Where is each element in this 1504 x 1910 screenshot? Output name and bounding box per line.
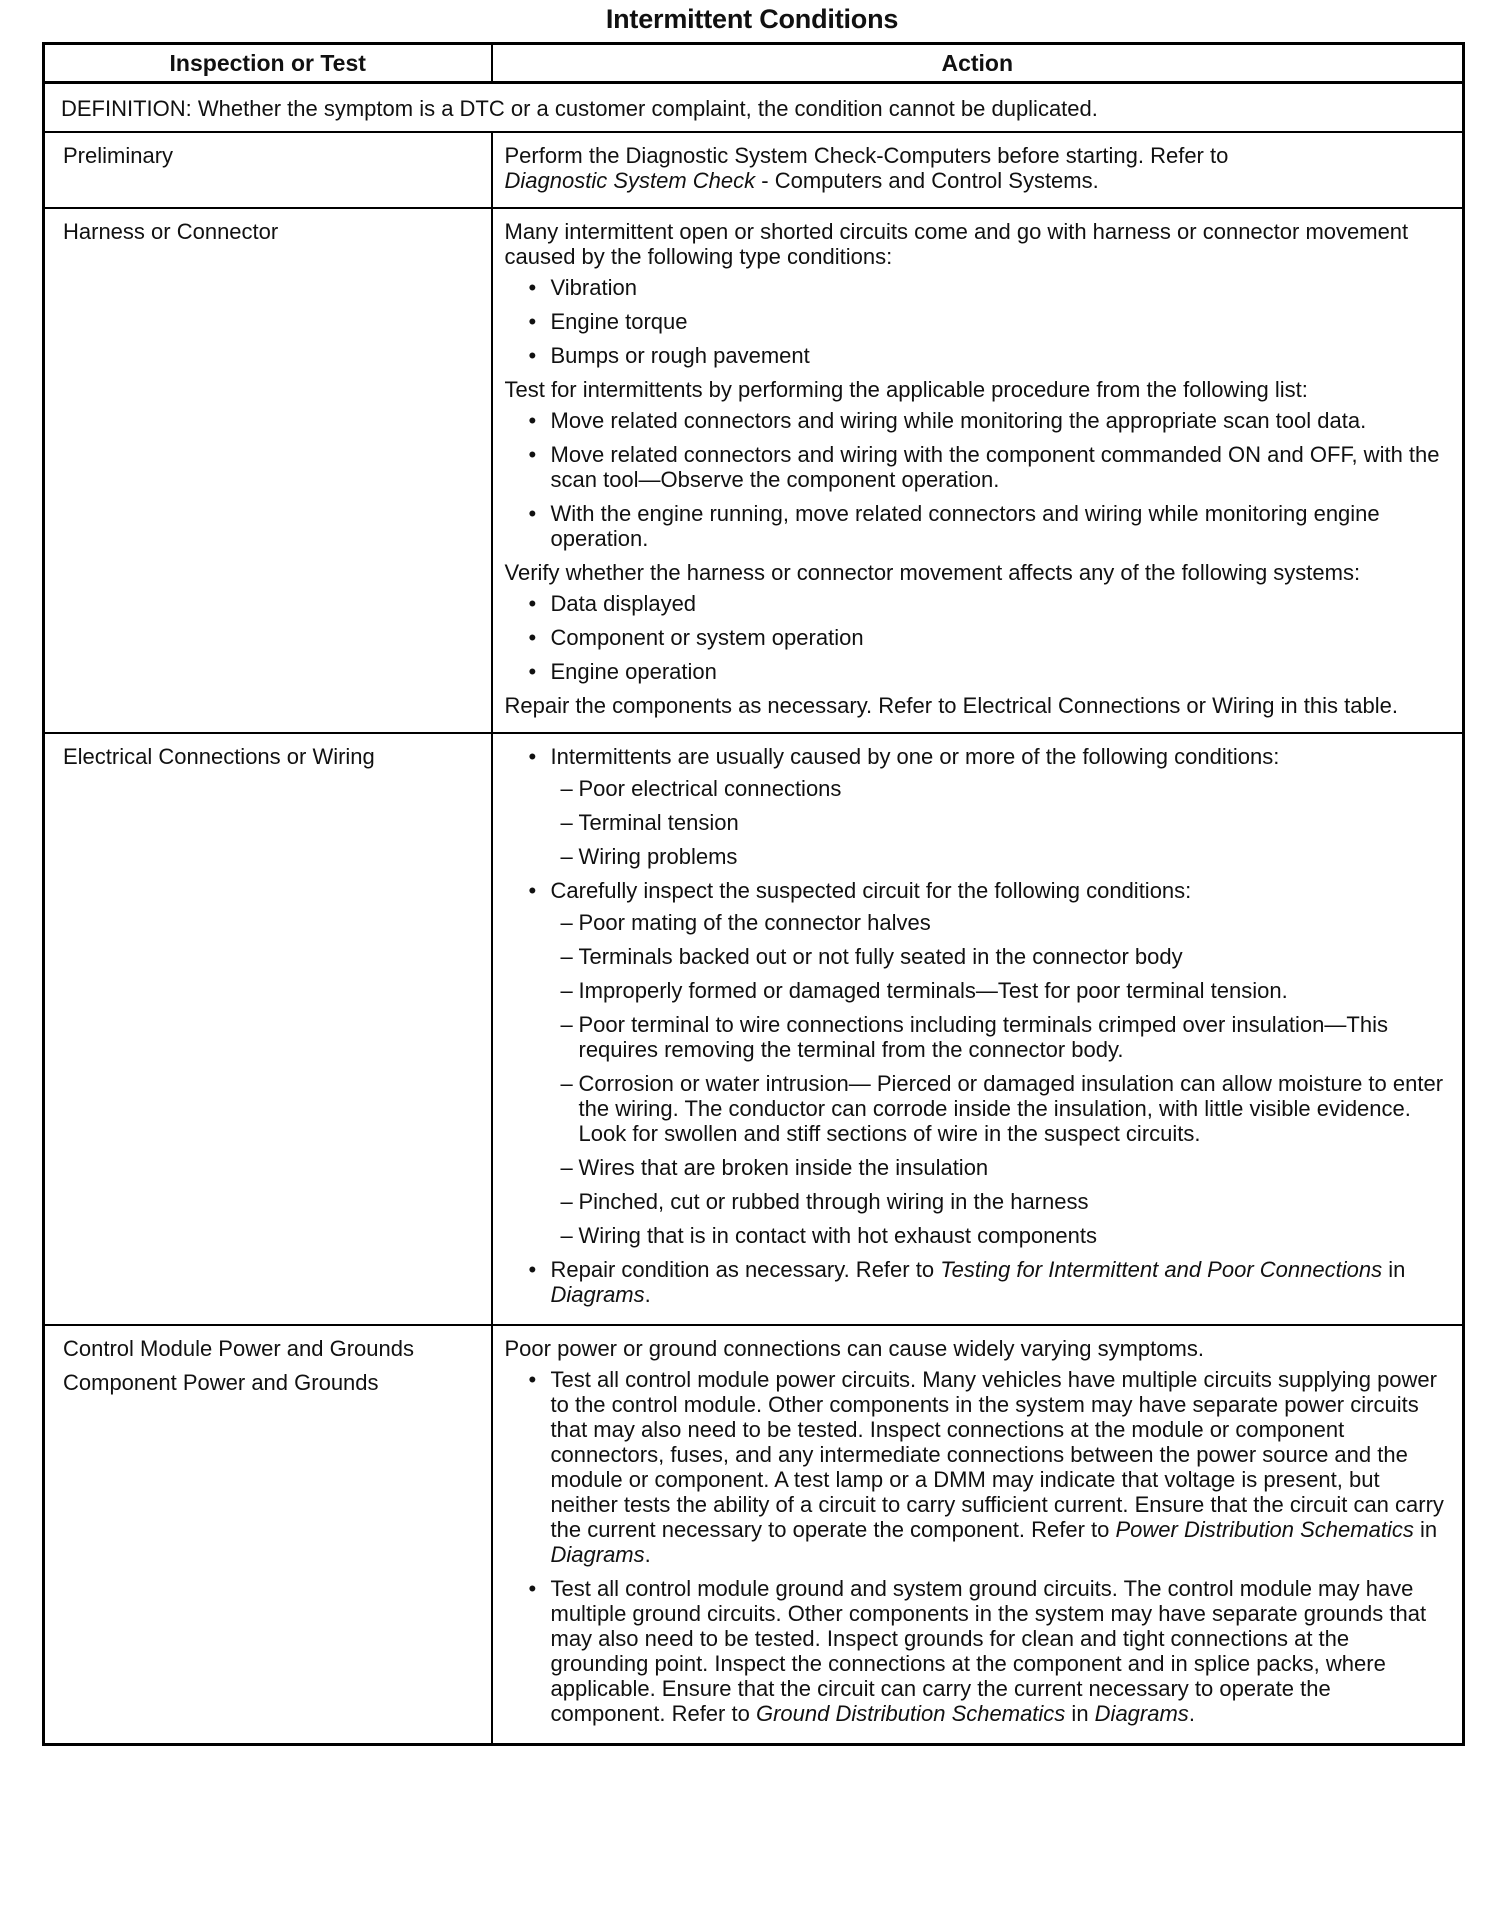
action-cell (492, 733, 1464, 1325)
sub-list-item: – Poor terminal to wire connections including terminals crimped over insulation—This requires removing the terminal from the connector body. (561, 1012, 1451, 1062)
repair-text: Repair the components as necessary. Refer to Electrical Connections or Wiring in this table. (504, 693, 1398, 718)
sub-list-item: – Terminal tension (561, 810, 1451, 835)
action-cell (492, 1325, 1464, 1745)
definition-row (44, 83, 1464, 133)
action-bullets (505, 744, 1451, 1307)
list-item: • Bumps or rough pavement (529, 343, 1451, 368)
reference-link: Power Distribution Schematics (1115, 1517, 1414, 1542)
list-item: • With the engine running, move related connectors and wiring while monitoring engine operation. (529, 501, 1451, 551)
inspection-label: Component Power and Grounds (63, 1370, 379, 1395)
list-item: • Move related connectors and wiring with the component commanded ON and OFF, with the scan tool—Observe the component operation. (529, 442, 1451, 492)
list-item: • Component or system operation (529, 625, 1451, 650)
reference-link: Testing for Intermittent and Poor Connections (940, 1257, 1383, 1282)
inspection-cell (44, 1325, 492, 1745)
table-row (44, 208, 1464, 733)
inspection-label: Electrical Connections or Wiring (63, 744, 375, 769)
action-intro: Poor power or ground connections can cause widely varying symptoms. (504, 1336, 1204, 1361)
inspection-label: Preliminary (63, 143, 174, 168)
list-item: • Test all control module ground and system ground circuits. The control module may have multiple ground circuits. Other components in the system may have separate grounds that may also need to be tested. Inspect grounds for clean and tight connections at the grounding point. Inspect the connections at the component and in splice packs, where applicable. Ensure that the circuit can carry the current necessary to operate the component. Refer to Ground Distribution Schematics in Diagrams. (529, 1576, 1451, 1726)
sub-list-item: – Terminals backed out or not fully seated in the connector body (561, 944, 1451, 969)
sub-list-item: – Improperly formed or damaged terminals—Test for poor terminal tension. (561, 978, 1451, 1003)
sub-list-item: – Corrosion or water intrusion— Pierced or damaged insulation can allow moisture to enter the wiring. The conductor can corrode inside the insulation, with little visible evidence. Look for swollen and stiff sections of wire in the suspect circuits. (561, 1071, 1451, 1146)
list-item: • Test all control module power circuits. Many vehicles have multiple circuits supplying power to the control module. Other components in the system may have separate power circuits that may also need to be tested. Inspect connections at the module or component connectors, fuses, and any intermediate connections between the power source and the module or component. A test lamp or a DMM may indicate that voltage is present, but neither tests the ability of a circuit to carry sufficient current. Ensure that the circuit can carry the current necessary to operate the component. Refer to Power Distribution Schematics in Diagrams. (529, 1367, 1451, 1567)
action-intro: Many intermittent open or shorted circuits come and go with harness or connector movement caused by the following type conditions: (504, 219, 1409, 269)
action-text: Perform the Diagnostic System Check-Computers before starting. Refer to Diagnostic System Check - Computers and Control Systems. (504, 143, 1229, 193)
inspection-cell (44, 132, 492, 208)
reference-location: Diagrams (550, 1542, 645, 1567)
list-item: • Repair condition as necessary. Refer to Testing for Intermittent and Poor Connections in Diagrams. (529, 1257, 1451, 1307)
conditions-list (505, 275, 1451, 368)
action-bullets (505, 1367, 1451, 1726)
inspection-cell (44, 733, 492, 1325)
table-row (44, 1325, 1464, 1745)
page-title: Intermittent Conditions (605, 4, 899, 34)
table-row (44, 132, 1464, 208)
reference-location: Diagrams (550, 1282, 645, 1307)
list-item: • Engine torque (529, 309, 1451, 334)
inspection-label: Harness or Connector (63, 219, 279, 244)
test-intro: Test for intermittents by performing the applicable procedure from the following list: (504, 377, 1308, 402)
sub-list-item: – Wires that are broken inside the insulation (561, 1155, 1451, 1180)
list-item: • Vibration (529, 275, 1451, 300)
sub-list-item: – Pinched, cut or rubbed through wiring in the harness (561, 1189, 1451, 1214)
table-header-row (44, 44, 1464, 83)
list-item: • Carefully inspect the suspected circuit for the following conditions: – Poor mating of the connector halves – Terminals backed out or not fully seated in the connector body – Improperly formed or damaged terminals—Test for poor terminal tension. – Poor terminal to wire connections including terminals crimped over insulation—This requires removing the terminal from the connector body. – Corrosion or water intrusion— Pierced or damaged insulation can allow moisture to enter the wiring. The conductor can corrode inside the insulation, with little visible evidence. Look for swollen and stiff sections of wire in the suspect circuits. – Wires that are broken inside the insulation – Pinched, cut or rubbed through wiring in the harness – Wiring that is in contact with hot exhaust components (529, 878, 1451, 1248)
sub-list-item: – Poor mating of the connector halves (561, 910, 1451, 935)
action-cell (492, 208, 1464, 733)
column-header-action: Action (492, 44, 1464, 83)
causes-list (551, 776, 1451, 869)
list-item: • Engine operation (529, 659, 1451, 684)
sub-list-item: – Poor electrical connections (561, 776, 1451, 801)
procedures-list (505, 408, 1451, 551)
list-item: • Move related connectors and wiring while monitoring the appropriate scan tool data. (529, 408, 1451, 433)
list-item: • Intermittents are usually caused by one or more of the following conditions: – Poor electrical connections – Terminal tension – Wiring problems (529, 744, 1451, 869)
inspection-cell (44, 208, 492, 733)
inspect-conditions-list (551, 910, 1451, 1248)
list-item: • Data displayed (529, 591, 1451, 616)
intermittent-conditions-table (42, 42, 1465, 1746)
column-header-inspection: Inspection or Test (44, 44, 492, 83)
table-row (44, 733, 1464, 1325)
systems-list (505, 591, 1451, 684)
inspection-label: Control Module Power and Grounds (63, 1336, 414, 1361)
reference-link: Ground Distribution Schematics (755, 1701, 1066, 1726)
action-cell (492, 132, 1464, 208)
reference-location: Diagrams (1094, 1701, 1189, 1726)
reference-link: Diagnostic System Check (504, 168, 756, 193)
definition-text: DEFINITION: Whether the symptom is a DTC or a customer complaint, the condition cannot be duplicated. (44, 83, 1464, 133)
sub-list-item: – Wiring that is in contact with hot exhaust components (561, 1223, 1451, 1248)
sub-list-item: – Wiring problems (561, 844, 1451, 869)
verify-intro: Verify whether the harness or connector movement affects any of the following systems: (504, 560, 1361, 585)
